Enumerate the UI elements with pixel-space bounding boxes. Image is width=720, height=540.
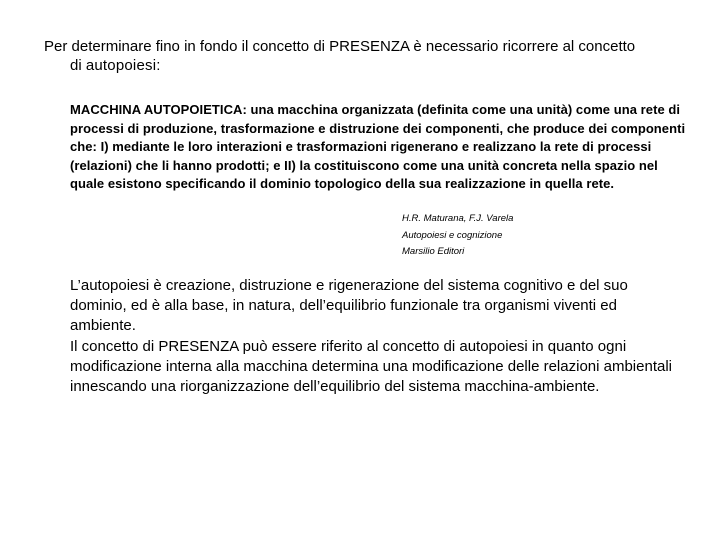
intro-line-2 <box>44 56 694 75</box>
citation-publisher: Marsilio Editori <box>402 246 465 257</box>
intro-keyword: autopoiesi: <box>85 57 161 74</box>
intro-text: Per determinare fino in fondo il concetto di PRESENZA è necessario ricorrere al concetto <box>44 38 636 55</box>
intro-paragraph <box>44 37 694 75</box>
citation-title: Autopoiesi e cognizione <box>402 229 503 241</box>
citation <box>402 211 662 261</box>
citation-authors: H.R. Maturana, F.J. Varela <box>402 213 514 224</box>
body-paragraph-1: L’autopoiesi è creazione, distruzione e rigenerazione del sistema cognitivo e del suo dominio, ed è alla base, in natura, dell’equilibrio funzionale tra organismi viventi ed ambiente. <box>70 277 628 335</box>
body-text <box>70 276 680 397</box>
definition-quote: MACCHINA AUTOPOIETICA: una macchina organizzata (definita come una unità) come una rete di processi di produzione, trasformazione e distruzione dei componenti, che produce dei componenti che: I) mediante le loro interazioni e trasformazioni rigenerano e realizzano la rete di processi (relazioni) che li hanno prodotti; e II) la costituiscono come una unità concreta nella spazio nel quale esistono specificando il dominio topologico della sua realizzazione in quella rete. <box>70 102 686 191</box>
intro-line-2-prefix: di <box>70 57 86 74</box>
body-paragraph-2: Il concetto di PRESENZA può essere riferito al concetto di autopoiesi in quanto ogni modificazione interna alla macchina determina una modificazione delle relazioni ambientali innescando una riorganizzazione dell’equilibrio del sistema macchina-ambiente. <box>70 337 672 396</box>
